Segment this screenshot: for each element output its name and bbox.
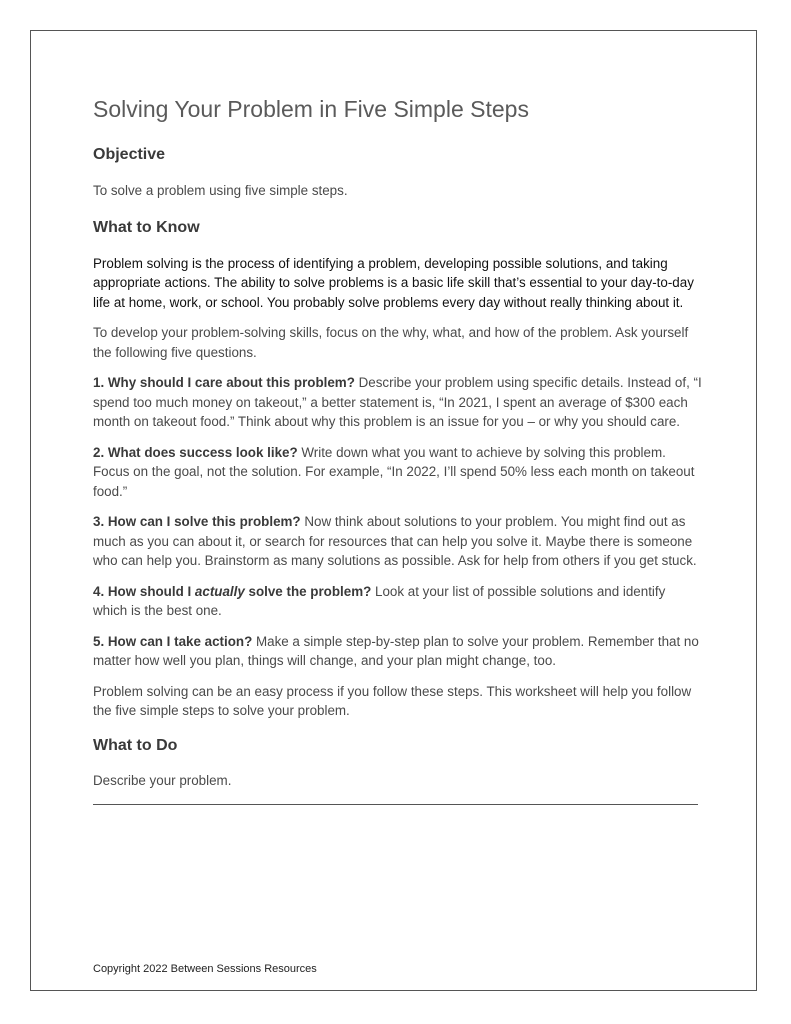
step-5-question: 5. How can I take action? [93,633,253,649]
step-4-question-emphasis: actually [194,583,245,599]
step-4 [93,582,703,621]
step-5 [93,632,703,671]
objective-heading: Objective [93,146,166,163]
answer-line[interactable] [93,804,698,805]
what-to-know-develop: To develop your problem-solving skills, focus on the why, what, and how of the problem. Ask yourself the following five questions. [93,325,689,360]
step-2 [93,443,703,502]
what-to-know-heading: What to Know [93,218,200,236]
step-3-question: 3. How can I solve this problem? [93,514,301,529]
step-2-question: 2. What does success look like? [93,444,298,460]
what-to-do-prompt: Describe your problem. [93,772,232,788]
step-4-question-start: 4. How should I [93,583,195,599]
copyright-footer: Copyright 2022 Between Sessions Resources [93,963,317,975]
what-to-do-heading: What to Do [93,736,178,754]
step-3 [93,512,703,571]
page-title: Solving Your Problem in Five Simple Steps [93,96,529,122]
step-1 [93,373,703,432]
step-4-question [93,584,371,599]
step-1-text: Describe your problem using specific details. Instead of, “I spend too much money on takeout,” a better statement is, “In 2021, I spent an average of $300 each month on takeout food.” Think about why this problem is an issue for you – or why you should care. [93,375,702,429]
step-1-question: 1. Why should I care about this problem? [93,375,355,390]
what-to-know-closing: Problem solving can be an easy process if you follow these steps. This worksheet will help you follow the five simple steps to solve your problem. [93,683,692,718]
step-5-text: Make a simple step-by-step plan to solve your problem. Remember that no matter how well you plan, things will change, and your plan might change, too. [93,633,699,668]
step-4-question-end: solve the problem? [244,583,372,599]
step-2-text: Write down what you want to achieve by solving this problem. Focus on the goal, not the solution. For example, “In 2022, I’ll spend 50% less each month on takeout food.” [93,444,695,499]
worksheet-content [93,93,703,805]
objective-text: To solve a problem using five simple steps. [93,183,348,198]
what-to-know-intro: Problem solving is the process of identifying a problem, developing possible solutions, and taking appropriate actions. The ability to solve problems is a basic life skill that’s essential to your day-to-day life at home, work, or school. You probably solve problems every day without really thinking about it. [93,255,694,310]
step-3-text: Now think about solutions to your problem. You might find out as much as you can about it, or search for resources that can help you solve it. Maybe there is someone who can help you. Brainstorm as many solutions as possible. Ask for help from others if you get stuck. [93,514,697,568]
step-4-text: Look at your list of possible solutions and identify which is the best one. [93,583,666,618]
